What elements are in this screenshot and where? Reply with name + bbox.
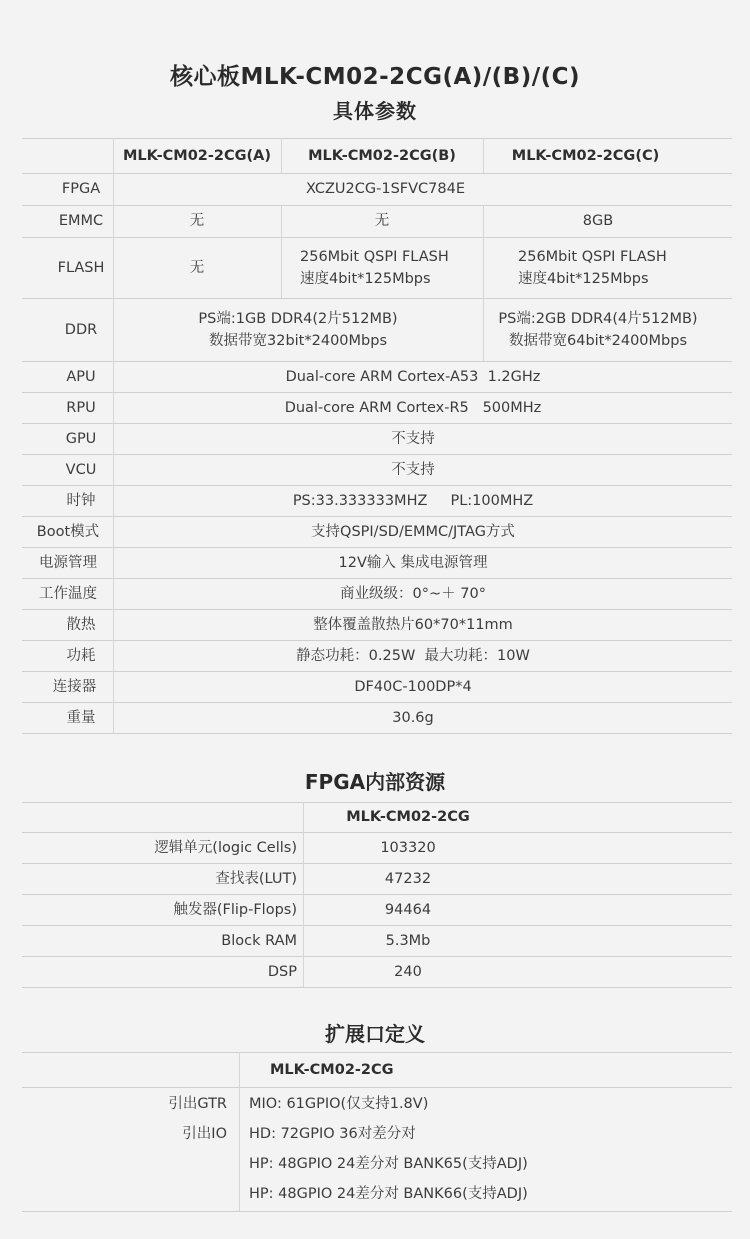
flash-c-line1: 256Mbit QSPI FLASH [518,248,667,265]
heat-value: 整体覆盖散热片60*70*11mm [313,616,513,633]
consumption-value: 静态功耗：0.25W 最大功耗：10W [296,647,530,664]
io-value: HP: 48GPIO 24差分对 BANK65(支持ADJ) [249,1156,528,1172]
row-label-apu: APU [66,368,96,385]
vcu-value: 不支持 [391,461,435,478]
power-value: 12V输入 集成电源管理 [338,554,488,571]
ddr-c-line2: 数据带宽64bit*2400Mbps [509,332,687,349]
flash-b-line2: 速度4bit*125Mbps [300,270,431,287]
gtr-value: MIO: 61GPIO(仅支持1.8V) [249,1096,429,1112]
emmc-a: 无 [189,213,205,229]
weight-value: 30.6g [392,709,434,726]
flash-c [518,237,718,298]
io-value: HP: 48GPIO 24差分对 BANK66(支持ADJ) [249,1186,528,1202]
row-label-clock: 时钟 [66,492,96,509]
row-label-consumption: 功耗 [66,647,96,664]
rpu-value: Dual-core ARM Cortex-R5 500MHz [284,399,542,416]
row-label-fpga: FPGA [61,181,101,197]
apu-value: Dual-core ARM Cortex-A53 1.2GHz [285,368,541,385]
flash-a: 无 [189,259,205,276]
row-label-connector: 连接器 [52,678,97,695]
column-header-b: MLK-CM02-2CG(B) [308,147,456,164]
resource-value: 94464 [384,901,432,918]
resource-value: 240 [394,963,422,980]
connector-value: DF40C-100DP*4 [354,678,472,695]
flash-b [300,237,483,298]
boot-value: 支持QSPI/SD/EMMC/JTAG方式 [311,523,515,540]
resource-value: 5.3Mb [385,932,431,949]
flash-c-line2: 速度4bit*125Mbps [518,270,649,287]
resource-label: Block RAM [221,932,297,949]
page-title: 核心板MLK-CM02-2CG(A)/(B)/(C) [169,64,581,90]
fpga-value: XCZU2CG-1SFVC784E [305,181,466,197]
column-header-c: MLK-CM02-2CG(C) [511,147,660,164]
ddr-c [483,298,713,361]
resources-column-header: MLK-CM02-2CG [346,809,470,825]
ddr-ab-line1: PS端:1GB DDR4(2片512MB) [198,310,398,327]
io-label: 引出IO [182,1126,227,1142]
expansion-title: 扩展口定义 [325,1022,425,1046]
gpu-value: 不支持 [391,430,435,447]
row-label-boot: Boot模式 [36,523,100,540]
page-subtitle: 具体参数 [333,99,417,123]
fpga-resources-title: FPGA内部资源 [304,770,446,794]
clock-value: PS:33.333333MHZ PL:100MHZ [292,492,534,509]
expansion-column-header: MLK-CM02-2CG [270,1061,394,1078]
ddr-ab-line2: 数据带宽32bit*2400Mbps [209,332,387,349]
row-label-heat: 散热 [66,616,96,633]
row-label-flash: FLASH [57,259,105,276]
resource-label: DSP [267,963,297,980]
ddr-c-line1: PS端:2GB DDR4(4片512MB) [498,310,698,327]
temperature-value: 商业级级：0°~＋ 70° [340,585,486,602]
flash-b-line1: 256Mbit QSPI FLASH [300,248,449,265]
row-label-vcu: VCU [65,461,97,478]
ddr-ab [113,298,483,361]
column-header-a: MLK-CM02-2CG(A) [122,147,272,164]
row-label-rpu: RPU [66,399,96,416]
resource-label: 逻辑单元(logic Cells) [154,839,297,856]
emmc-b: 无 [374,213,390,229]
row-label-temperature: 工作温度 [39,585,97,602]
row-label-weight: 重量 [66,709,96,726]
row-label-power: 电源管理 [39,554,97,571]
resource-label: 查找表(LUT) [215,870,297,887]
gtr-label: 引出GTR [168,1096,227,1112]
io-value: HD: 72GPIO 36对差分对 [249,1126,416,1142]
resource-label: 触发器(Flip-Flops) [173,901,297,918]
emmc-c: 8GB [582,213,614,229]
resource-value: 103320 [380,839,436,856]
row-label-emmc: EMMC [58,213,104,229]
row-label-gpu: GPU [65,430,97,447]
resource-value: 47232 [384,870,432,887]
row-label-ddr: DDR [64,321,98,338]
